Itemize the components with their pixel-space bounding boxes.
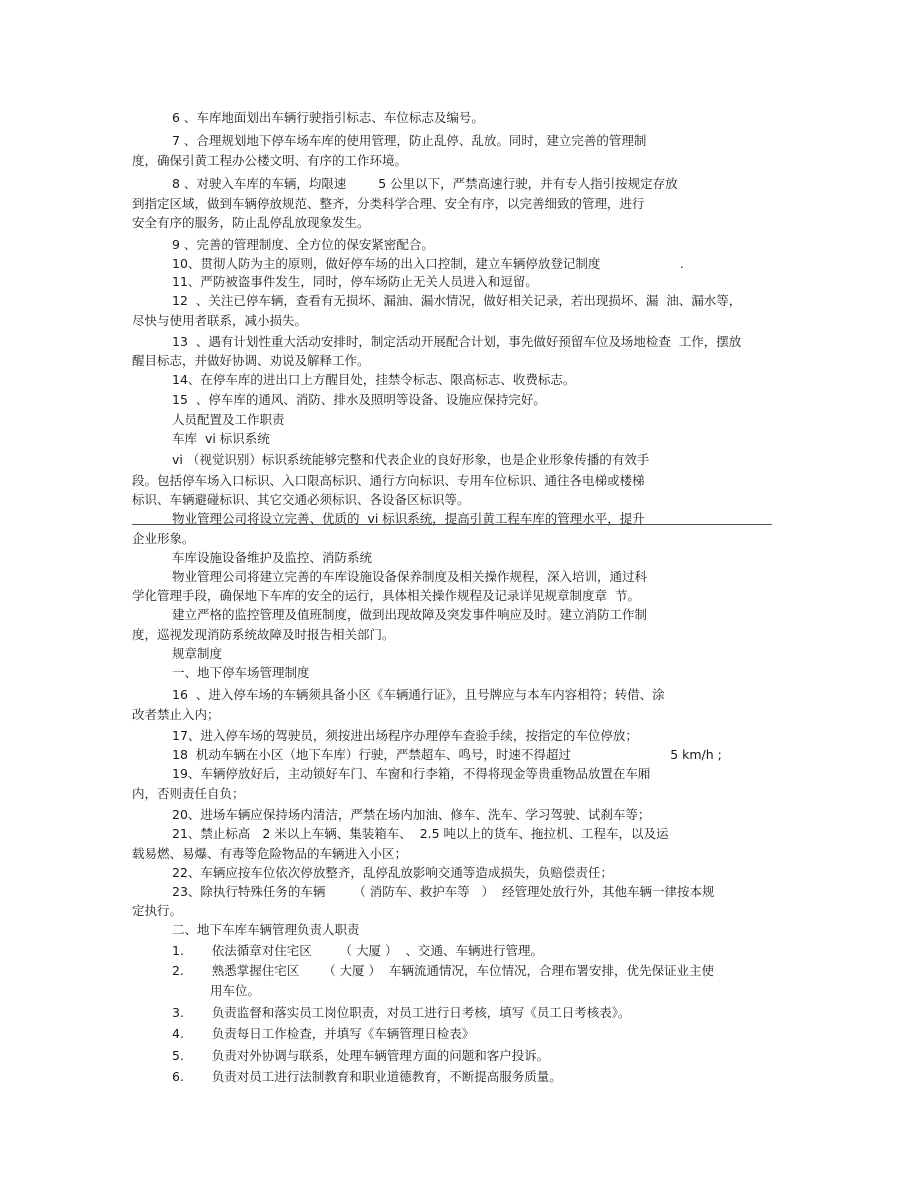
text-line: 改者禁止入内； (132, 707, 220, 722)
section-heading: 人员配置及工作职责 (172, 412, 285, 427)
text-line: vi （视觉识别）标识系统能够完整和代表企业的良好形象，也是企业形象传播的有效手 (172, 452, 650, 467)
text-line: 11、严防被盗事件发生，同时，停车场防止无关人员进入和逗留。 (172, 274, 538, 289)
horizontal-rule (132, 524, 772, 525)
list-item: 3. 负责监督和落实员工岗位职责，对员工进行日考核，填写《员工日考核表》。 (172, 1005, 631, 1020)
text-line: 22、车辆应按车位依次停放整齐，乱停乱放影响交通等造成损失，负赔偿责任； (172, 865, 613, 880)
section-heading: 二、地下车库车辆管理负责人职责 (172, 922, 360, 937)
section-heading: 一、地下停车场管理制度 (172, 665, 310, 680)
text-line: 13 、遇有计划性重大活动安排时，制定活动开展配合计划，事先做好预留车位及场地检查 工作，摆放 (172, 334, 742, 349)
text-line: 尽快与使用者联系，减小损失。 (132, 313, 308, 328)
text-line: 内，否则责任自负； (132, 786, 245, 801)
text-line: 23、除执行特殊任务的车辆 （ 消防车、救护车等 ） 经管理处放行外，其他车辆一律按本规 (172, 884, 715, 899)
list-item: 1. 依法循章对住宅区 （ 大厦 ） 、交通、车辆进行管理。 (172, 943, 543, 958)
text-line: 企业形象。 (132, 531, 195, 546)
text-line: 建立严格的监控管理及值班制度，做到出现故障及突发事件响应及时。建立消防工作制 (172, 607, 648, 622)
text-line: 7 、合理规划地下停车场车库的使用管理，防止乱停、乱放。同时，建立完善的管理制 (172, 133, 647, 148)
text-line: 19、车辆停放好后，主动锁好车门、车窗和行李箱，不得将现金等贵重物品放置在车厢 (172, 766, 651, 781)
section-heading: 规章制度 (172, 646, 223, 661)
text-line: 15 、停车库的通风、消防、排水及照明等设备、设施应保持完好。 (172, 392, 546, 407)
text-line: 物业管理公司将设立完善、优质的 vi 标识系统，提高引黄工程车库的管理水平，提升 (172, 511, 645, 526)
text-line: 9 、完善的管理制度、全方位的保安紧密配合。 (172, 237, 434, 252)
text-line: 到指定区域，做到车辆停放规范、整齐，分类科学合理、安全有序，以完善细致的管理，进行 (132, 196, 645, 211)
text-line: 17、进入停车场的驾驶员，须按进出场程序办理停车查验手续，按指定的车位停放； (172, 728, 638, 743)
text-line: 段。包括停车场入口标识、入口限高标识、通行方向标识、专用车位标识、通往各电梯或楼梯 (132, 473, 645, 488)
text-line: 10、贯彻人防为主的原则，做好停车场的出入口控制，建立车辆停放登记制度 . (172, 256, 684, 271)
text-line: 用车位。 (210, 983, 261, 998)
text-line: 学化管理手段，确保地下车库的安全的运行，具体相关操作规程及记录详见规章制度章 节。 (132, 588, 640, 603)
text-line: 8 、对驶入车库的车辆，均限速 5 公里以下，严禁高速行驶，并有专人指引按规定存放 (172, 176, 678, 191)
text-line: 安全有序的服务，防止乱停乱放现象发生。 (132, 215, 370, 230)
text-line: 18 机动车辆在小区（地下车库）行驶，严禁超车、鸣号，时速不得超过 5 km/h ; (172, 747, 722, 762)
text-line: 6 、车库地面划出车辆行驶指引标志、车位标志及编号。 (172, 110, 484, 125)
text-line: 20、进场车辆应保持场内清洁，严禁在场内加油、修车、洗车、学习驾驶、试刹车等； (172, 807, 651, 822)
list-item: 2. 熟悉掌握住宅区 （ 大厦 ） 车辆流通情况，车位情况，合理布署安排，优先保证业主使 (172, 963, 714, 978)
text-line: 标识、车辆避碰标识、其它交通必须标识、各设备区标识等。 (132, 492, 470, 507)
text-line: 载易燃、易爆、有毒等危险物品的车辆进入小区； (132, 846, 408, 861)
list-item: 4. 负责每日工作检查，并填写《车辆管理日检表》 (172, 1026, 475, 1041)
text-line: 物业管理公司将建立完善的车库设施设备保养制度及相关操作规程，深入培训，通过科 (172, 569, 648, 584)
section-heading: 车库设施设备维护及监控、消防系统 (172, 550, 373, 565)
text-line: 度，巡视发现消防系统故障及时报告相关部门。 (132, 627, 395, 642)
text-line: 12 、关注已停车辆，查看有无损坏、漏油、漏水情况，做好相关记录，若出现损坏、漏 油、漏水等， (172, 293, 742, 308)
text-line: 16 、进入停车场的车辆须具备小区《车辆通行证》，且号牌应与本车内容相符；转借、涂 (172, 687, 665, 702)
text-line: 度，确保引黄工程办公楼文明、有序的工作环境。 (132, 153, 408, 168)
text-line: 定执行。 (132, 903, 183, 918)
section-heading: 车库 vi 标识系统 (172, 431, 270, 446)
text-line: 21、禁止标高 2 米以上车辆、集装箱车、 2.5 吨以上的货车、拖拉机、工程车，以及运 (172, 826, 669, 841)
text-line: 14、在停车库的进出口上方醒目处，挂禁令标志、限高标志、收费标志。 (172, 372, 576, 387)
list-item: 5. 负责对外协调与联系，处理车辆管理方面的问题和客户投诉。 (172, 1048, 550, 1063)
text-line: 醒目标志，并做好协调、劝说及解释工作。 (132, 353, 370, 368)
list-item: 6. 负责对员工进行法制教育和职业道德教育，不断提高服务质量。 (172, 1069, 562, 1084)
